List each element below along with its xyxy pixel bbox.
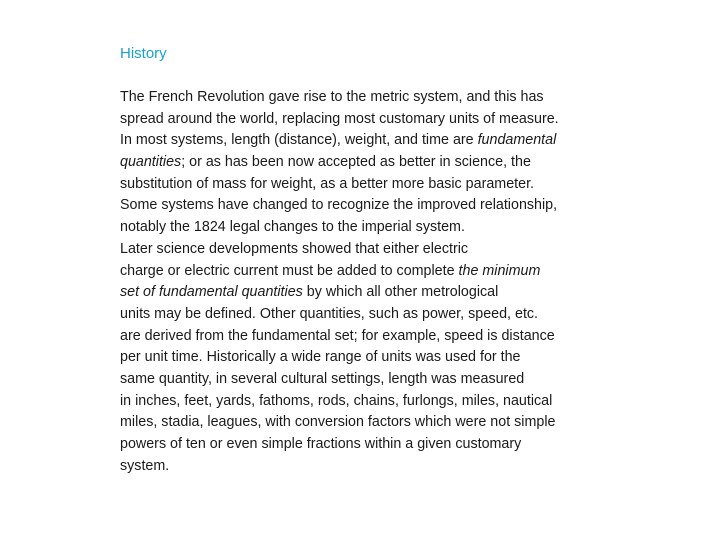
- text-line: [120, 217, 680, 239]
- text-segment: spread around the world, replacing most customary units of measure.: [120, 110, 559, 127]
- text-segment: substitution of mass for weight, as a better more basic parameter.: [120, 175, 535, 192]
- italic-text-segment: the minimum: [458, 262, 541, 279]
- text-segment: The French Revolution gave rise to the metric system, and this has: [120, 89, 544, 105]
- text-segment: system.: [120, 457, 170, 474]
- italic-text-segment: set of fundamental quantities: [120, 284, 303, 301]
- text-line: [120, 282, 680, 304]
- text-line: [120, 347, 680, 369]
- text-segment: are derived from the fundamental set; for example, speed is distance: [120, 327, 555, 344]
- text-line: [120, 369, 680, 391]
- italic-text-segment: quantities: [120, 154, 182, 171]
- text-segment: by which all other metrological: [302, 284, 499, 301]
- text-line: [120, 239, 680, 261]
- text-line: [120, 130, 680, 152]
- text-segment: In most systems, length (distance), weight, and time are: [120, 132, 478, 149]
- italic-text-segment: fundamental: [477, 132, 557, 149]
- text-line: [120, 304, 680, 326]
- body-paragraph: [120, 87, 680, 477]
- text-segment: charge or electric current must be added to complete: [120, 262, 459, 279]
- text-line: [120, 326, 680, 348]
- text-line: [120, 174, 680, 196]
- text-line: [120, 152, 680, 174]
- text-segment: units may be defined. Other quantities, such as power, speed, etc.: [120, 305, 539, 322]
- text-segment: miles, stadia, leagues, with conversion factors which were not simple: [120, 414, 556, 431]
- text-segment: in inches, feet, yards, fathoms, rods, chains, furlongs, miles, nautical: [120, 392, 553, 409]
- text-line: [120, 412, 680, 434]
- text-segment: notably the 1824 legal changes to the imperial system.: [120, 219, 465, 236]
- text-segment: same quantity, in several cultural settings, length was measured: [120, 370, 525, 387]
- text-line: [120, 195, 680, 217]
- text-segment: per unit time. Historically a wide range of units was used for the: [120, 349, 521, 366]
- text-line: [120, 434, 680, 456]
- slide-heading: History: [120, 45, 167, 62]
- text-line: [120, 87, 680, 109]
- text-segment: Later science developments showed that either electric: [120, 240, 469, 257]
- text-line: [120, 456, 680, 478]
- text-line: [120, 261, 680, 283]
- text-segment: powers of ten or even simple fractions within a given customary: [120, 436, 522, 452]
- text-line: [120, 391, 680, 413]
- text-segment: Some systems have changed to recognize the improved relationship,: [120, 197, 558, 214]
- text-segment: ; or as has been now accepted as better in science, the: [181, 154, 531, 171]
- text-line: [120, 109, 680, 131]
